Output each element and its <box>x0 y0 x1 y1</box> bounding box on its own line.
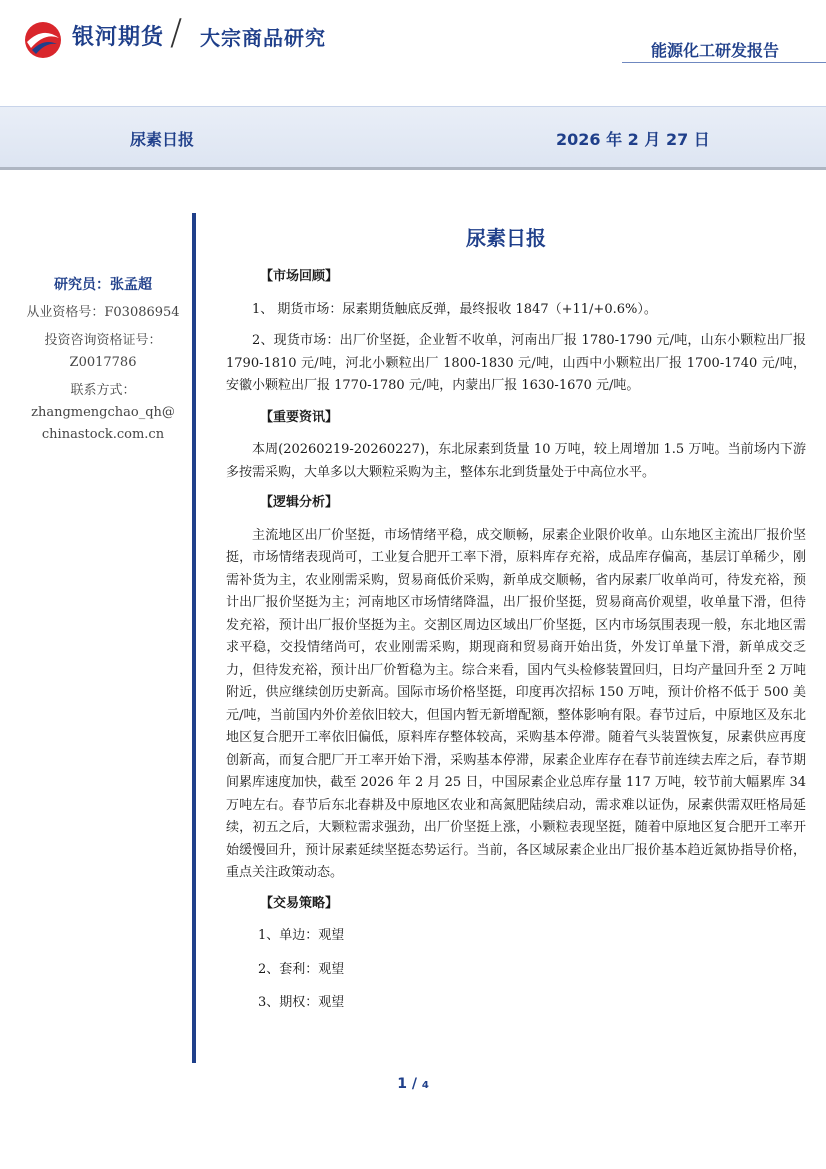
strategy-item-arbitrage: 2、套利：观望 <box>258 961 345 977</box>
strategy-item-single: 1、单边：观望 <box>258 928 345 943</box>
section-heading-strategy: 【交易策略】 <box>260 895 339 911</box>
page-number <box>0 1076 826 1092</box>
section-heading-market-review: 【市场回顾】 <box>260 269 339 284</box>
report-date: 2026 年 2 月 27 日 <box>556 130 710 149</box>
contact-email-line2[interactable]: chinastock.com.cn <box>41 427 165 442</box>
report-body <box>226 266 806 1026</box>
strategy-item-options: 3、期权：观望 <box>258 995 345 1010</box>
brand-name: 银河期货 <box>72 25 165 50</box>
page-separator: / <box>411 1076 417 1092</box>
galaxy-futures-logo-icon <box>22 20 64 60</box>
section-heading-analysis: 【逻辑分析】 <box>260 495 339 510</box>
consult-license-label: 投资咨询资格证号： <box>44 333 162 348</box>
sidebar <box>20 274 186 446</box>
section-heading-news: 【重要资讯】 <box>260 409 339 425</box>
news-paragraph: 本周(20260219-20260227)，东北尿素到货量 10 万吨，较上周增加 1.5 万吨。当前场内下游多按需采购，大单多以大颗粒采购为主，整体东北到货量处于中高位水平。 <box>226 442 806 480</box>
market-review-item-spot: 2、现货市场：出厂价坚挺，企业暂不收单，河南出厂报 1780-1790 元/吨，山东小颗粒出厂报 1790-1810 元/吨，河北小颗粒出厂 1800-1830 元/吨，山西中小颗粒出厂报 1700-1740 元/吨，安徽小颗粒出厂报 1770-1780 元/吨，内蒙出厂报 1630-1670 元/吨。 <box>226 333 806 393</box>
document-title: 尿素日报 <box>466 226 546 250</box>
brand-divider: / <box>170 12 183 53</box>
current-page: 1 <box>397 1076 407 1092</box>
total-pages: 4 <box>421 1080 429 1091</box>
market-review-item-futures: 1、 期货市场：尿素期货触底反弹，最终报收 1847（+11/+0.6%）。 <box>252 301 657 317</box>
title-band <box>0 106 826 170</box>
contact-email-line1[interactable]: zhangmengchao_qh@ <box>31 405 175 420</box>
category-underline <box>622 62 826 63</box>
header <box>0 0 826 92</box>
analysis-paragraph: 主流地区出厂价坚挺，市场情绪平稳，成交顺畅，尿素企业限价收单。山东地区主流出厂报价坚挺，市场情绪表现尚可，工业复合肥开工率下滑，原料库存充裕，成品库存偏高，基层订单稀少，刚需补货为主，农业刚需采购，贸易商低价采购，新单成交顺畅，省内尿素厂收单尚可，待发充裕，预计出厂报价坚挺为主；河南地区市场情绪降温，出厂报价坚挺，贸易商高价观望，收单量下滑，但待发充裕，预计出厂报价坚挺为主。交割区周边区域出厂价坚挺，区内市场氛围表现一般，东北地区需求平稳，交投情绪尚可，农业刚需采购，期现商和贸易商开始出货，外发订单量下滑，新单成交乏力，但待发充裕，预计出厂价暂稳为主。综合来看，国内气头检修装置回归，日均产量回升至 2 万吨附近，供应继续创历史新高。国际市场价格坚挺，印度再次招标 150 万吨，预计价格不低于 500 美元/吨，当前国内外价差依旧较大，但国内暂无新增配额，整体影响有限。春节过后，中原地区及东北地区复合肥开工率依旧偏低，原料库存整体较高，采购基本停滞。随着气头装置恢复，尿素供应再度创新高，而复合肥厂开工率开始下滑，采购基本停滞，尿素企业库存在春节前连续去库之后，春节期间累库速度加快，截至 2026 年 2 月 25 日，中国尿素企业总库存量 117 万吨，较节前大幅累库 34 万吨左右。春节后东北春耕及中原地区农业和高氮肥陆续启动，需求难以证伪，尿素供需双旺格局延续，初五之后，大颗粒需求强劲，出厂价坚挺上涨，小颗粒表现坚挺，随着中原地区复合肥开工率开始缓慢回升，预计尿素延续坚挺态势运行。当前，各区域尿素企业出厂报价基本趋近氮协指导价格，重点关注政策动态。 <box>226 527 806 880</box>
sidebar-divider <box>192 213 196 1063</box>
license-number: 从业资格号：F03086954 <box>26 305 180 320</box>
contact-label: 联系方式： <box>70 383 136 398</box>
consult-license-number: Z0017786 <box>69 355 137 370</box>
band-title: 尿素日报 <box>130 130 195 149</box>
report-category: 能源化工研发报告 <box>650 41 779 60</box>
division-name: 大宗商品研究 <box>200 26 326 50</box>
researcher-name: 研究员：张孟超 <box>54 277 152 293</box>
